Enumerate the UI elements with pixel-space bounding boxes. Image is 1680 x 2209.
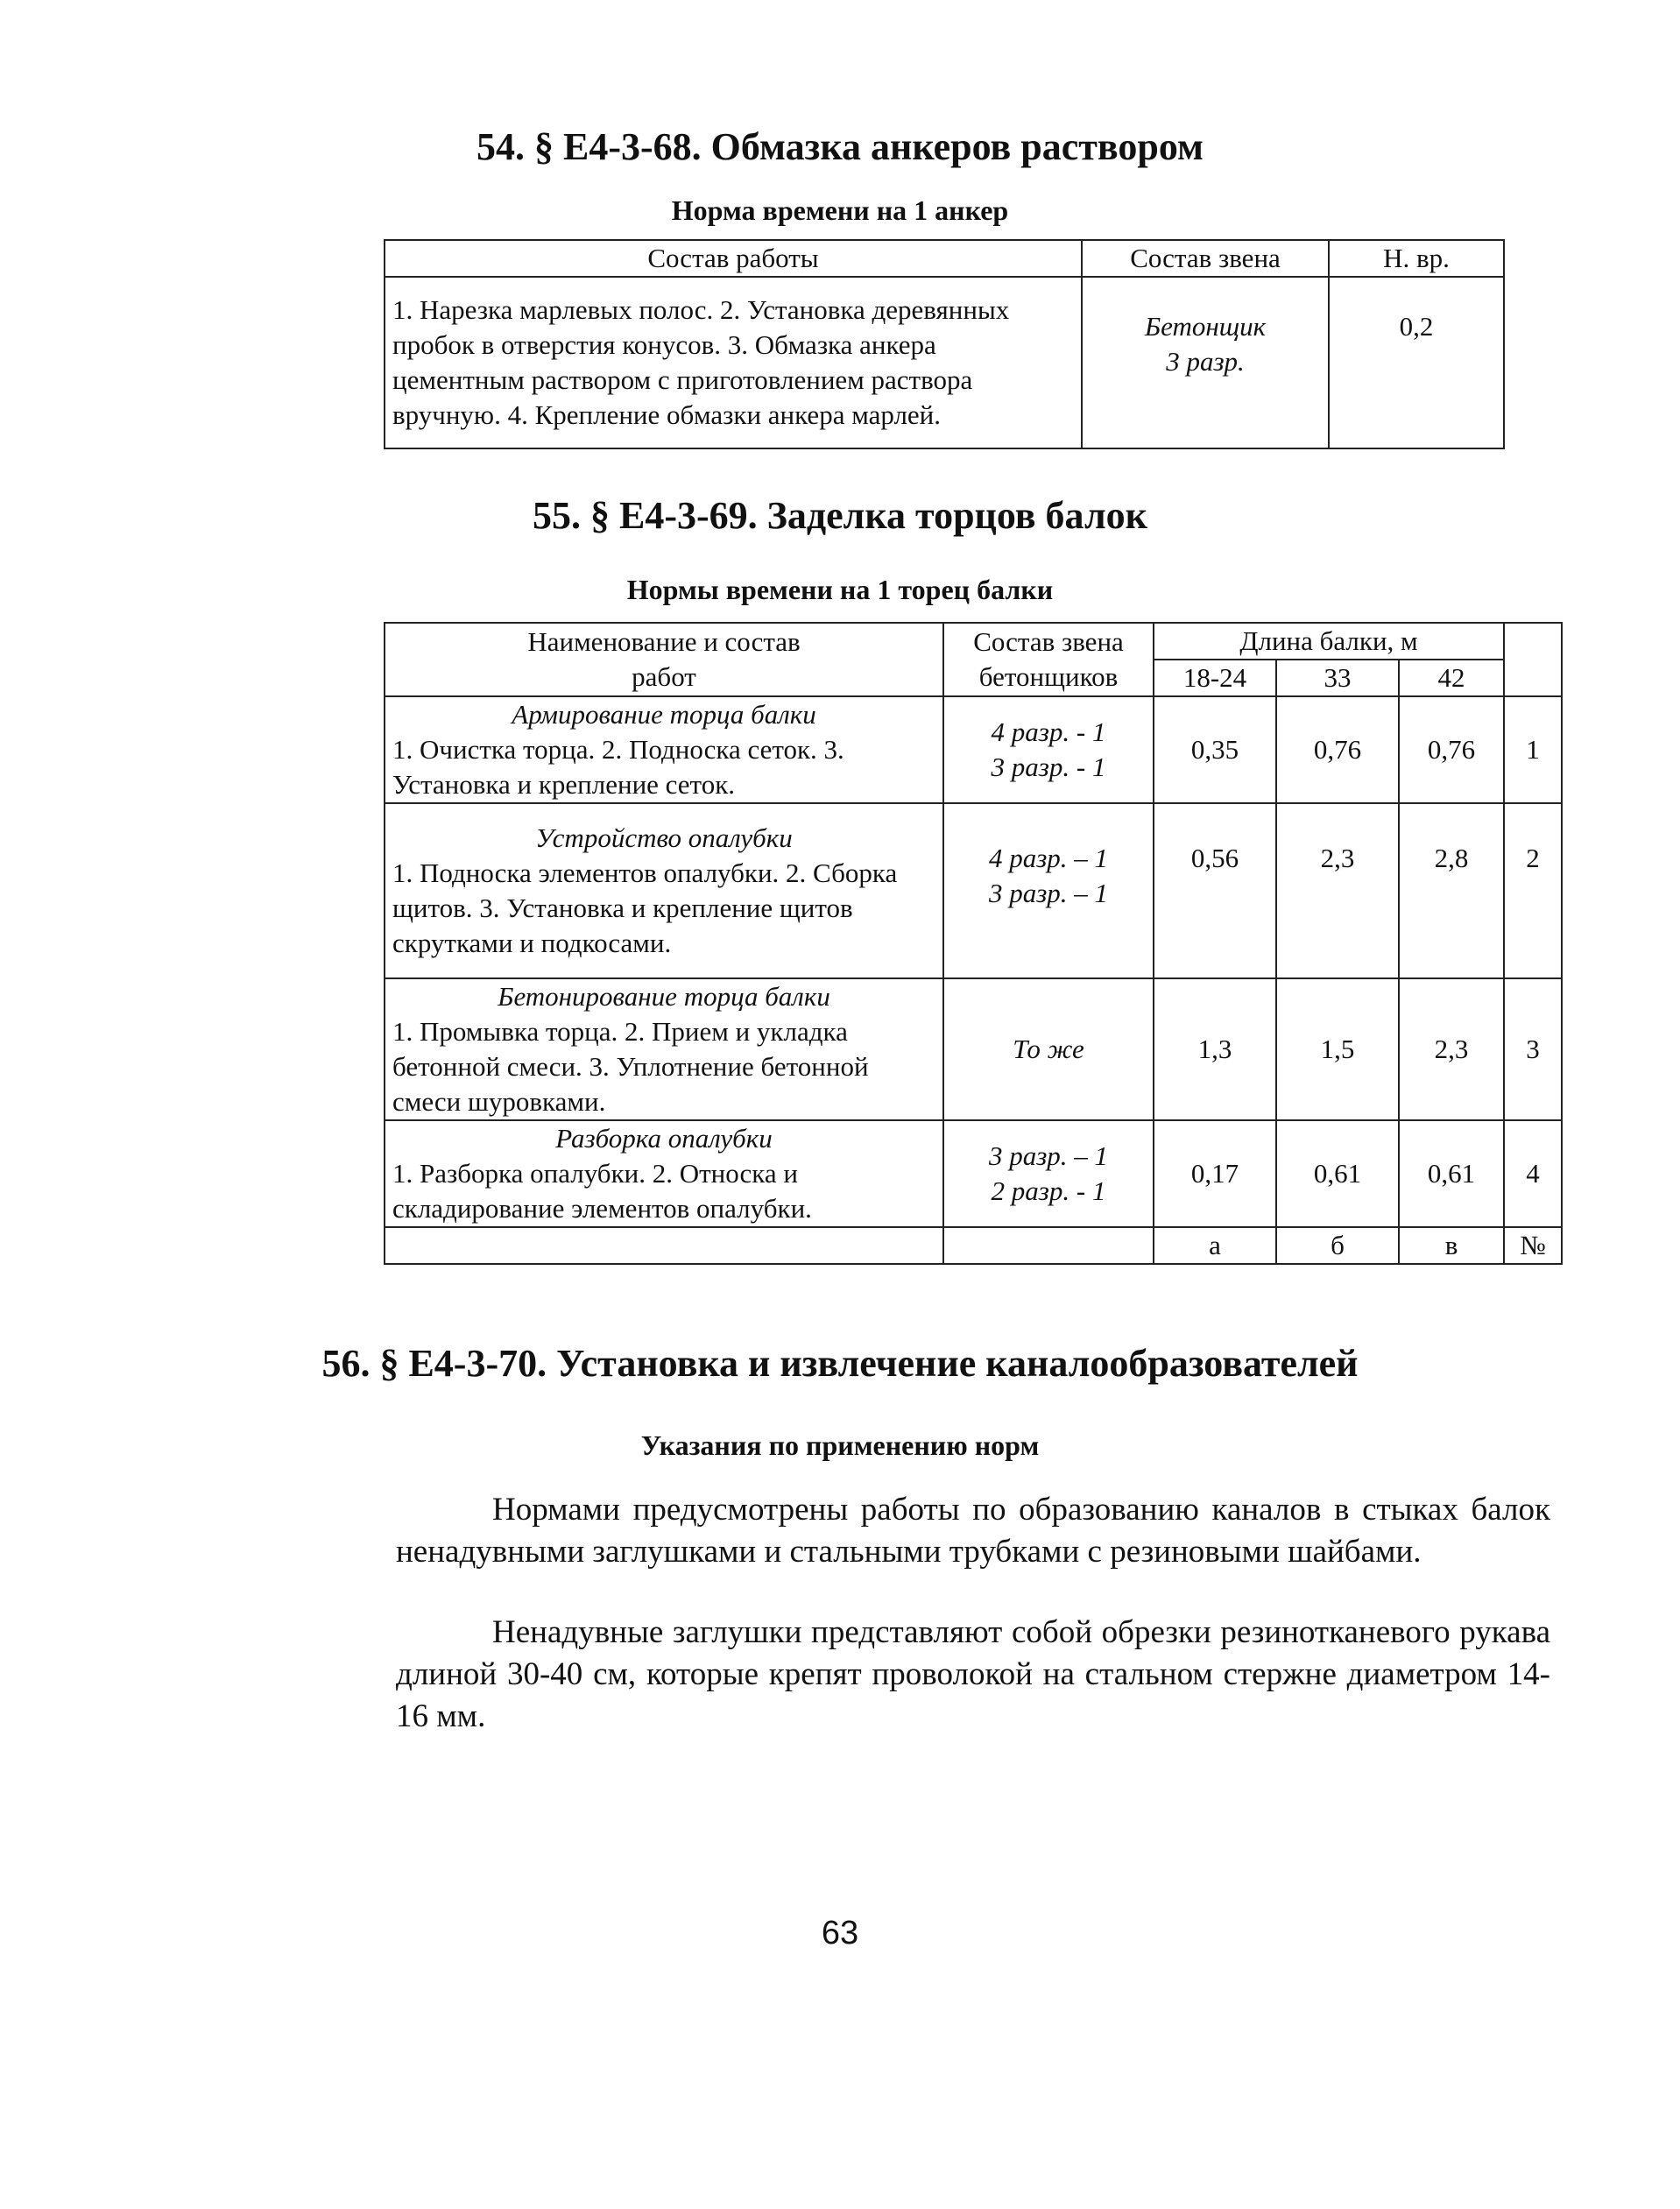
- value-a: 0,35: [1154, 696, 1276, 803]
- work-desc: 1. Промывка торца. 2. Прием и укладка бетонной смеси. 3. Уплотнение бетонной смеси шуровками.: [392, 1016, 869, 1117]
- header-work: Состав работы: [385, 240, 1082, 277]
- crew-line-2: 3 разр.: [1166, 346, 1245, 377]
- value-c: 0,61: [1399, 1120, 1504, 1227]
- crew-line-1: 4 разр. - 1: [991, 716, 1106, 747]
- row-number: 4: [1504, 1120, 1562, 1227]
- crew-line-1: Бетонщик: [1144, 311, 1267, 342]
- crew-cell: [943, 1120, 1154, 1227]
- table-footer-row: [385, 1227, 1562, 1264]
- table-row: [385, 978, 1562, 1120]
- value-b: 0,61: [1276, 1120, 1399, 1227]
- header-length-1: 18-24: [1154, 660, 1276, 696]
- paragraph-2: Ненадувные заглушки представляют собой обрезки резинотканевого рукава длиной 30-40 см, которые крепят проволокой на стальном стержне диаметром 14-16 мм.: [396, 1614, 1550, 1734]
- section-55-subtitle: Нормы времени на 1 торец балки: [626, 574, 1054, 605]
- work-cell: [385, 978, 943, 1120]
- header-length-2: 33: [1276, 660, 1399, 696]
- header-name-line-2: работ: [632, 661, 696, 692]
- row-number: 3: [1504, 978, 1562, 1120]
- value-b: 2,3: [1276, 803, 1399, 978]
- crew-cell: [1082, 277, 1329, 448]
- value-c: 2,3: [1399, 978, 1504, 1120]
- crew-line-1: То же: [1013, 1034, 1084, 1064]
- work-desc: 1. Очистка торца. 2. Подноска сеток. 3. Установка и крепление сеток.: [392, 734, 844, 800]
- work-label: Устройство опалубки: [535, 822, 793, 853]
- crew-line-1: 4 разр. – 1: [988, 843, 1109, 873]
- header-crew: Состав звена: [1082, 240, 1329, 277]
- footer-col-c: в: [1399, 1227, 1504, 1264]
- work-label: Бетонирование торца балки: [498, 981, 830, 1012]
- header-crew: [943, 623, 1154, 696]
- table-row: [385, 803, 1562, 978]
- value-b: 1,5: [1276, 978, 1399, 1120]
- footer-col-a: а: [1154, 1227, 1276, 1264]
- footer-col-b: б: [1276, 1227, 1399, 1264]
- table-row: [385, 696, 1562, 803]
- work-description: 1. Нарезка марлевых полос. 2. Установка деревянных пробок в отверстия конусов. 3. Обмазка анкера цементным раствором с приготовлением раствора вручную. 4. Крепление обмазки анкера марлей.: [385, 277, 1082, 448]
- header-crew-line-1: Состав звена: [973, 626, 1124, 657]
- value-a: 0,17: [1154, 1120, 1276, 1227]
- header-length: Длина балки, м: [1154, 623, 1504, 660]
- work-desc: 1. Подноска элементов опалубки. 2. Сборка щитов. 3. Установка и крепление щитов скрутками и подкосами.: [392, 857, 898, 958]
- section-54-title: 54. § Е4-3-68. Обмазка анкеров раствором: [476, 125, 1204, 168]
- norm-value: 0,2: [1329, 277, 1504, 448]
- footer-blank-2: [943, 1227, 1154, 1264]
- row-number: 2: [1504, 803, 1562, 978]
- header-norm: Н. вр.: [1329, 240, 1504, 277]
- section-56-title: 56. § Е4-3-70. Установка и извлечение каналообразователей: [321, 1342, 1359, 1385]
- work-cell: [385, 696, 943, 803]
- crew-cell: [943, 803, 1154, 978]
- beam-ends-norm-table: [384, 622, 1563, 1265]
- row-number: 1: [1504, 696, 1562, 803]
- header-num-blank: [1504, 623, 1562, 696]
- table-row: [385, 1120, 1562, 1227]
- header-length-3: 42: [1399, 660, 1504, 696]
- crew-cell: [943, 978, 1154, 1120]
- work-cell: [385, 803, 943, 978]
- work-label: Армирование торца балки: [512, 699, 816, 730]
- value-a: 0,56: [1154, 803, 1276, 978]
- work-cell: [385, 1120, 943, 1227]
- footer-blank-1: [385, 1227, 943, 1264]
- value-c: 0,76: [1399, 696, 1504, 803]
- work-label: Разборка опалубки: [555, 1123, 773, 1154]
- work-desc: 1. Разборка опалубки. 2. Относка и складирование элементов опалубки.: [392, 1158, 812, 1224]
- crew-line-2: 3 разр. - 1: [991, 752, 1106, 782]
- value-c: 2,8: [1399, 803, 1504, 978]
- anchor-norm-table: [384, 239, 1505, 449]
- crew-cell: [943, 696, 1154, 803]
- value-b: 0,76: [1276, 696, 1399, 803]
- page-number: 63: [821, 1915, 859, 1951]
- value-a: 1,3: [1154, 978, 1276, 1120]
- header-name: [385, 623, 943, 696]
- crew-line-1: 3 разр. – 1: [988, 1140, 1109, 1171]
- section-56-subtitle: Указания по применению норм: [640, 1429, 1040, 1461]
- header-name-line-1: Наименование и состав: [527, 626, 801, 657]
- paragraph-1: Нормами предусмотрены работы по образованию каналов в стыках балок ненадувными заглушками и стальными трубками с резиновыми шайбами.: [396, 1492, 1550, 1570]
- header-crew-line-2: бетонщиков: [978, 661, 1119, 692]
- crew-line-2: 2 разр. - 1: [991, 1175, 1106, 1206]
- footer-col-num: №: [1504, 1227, 1562, 1264]
- section-55-title: 55. § Е4-3-69. Заделка торцов балок: [533, 494, 1147, 537]
- crew-line-2: 3 разр. – 1: [988, 878, 1109, 908]
- section-54-subtitle: Норма времени на 1 анкер: [671, 194, 1009, 226]
